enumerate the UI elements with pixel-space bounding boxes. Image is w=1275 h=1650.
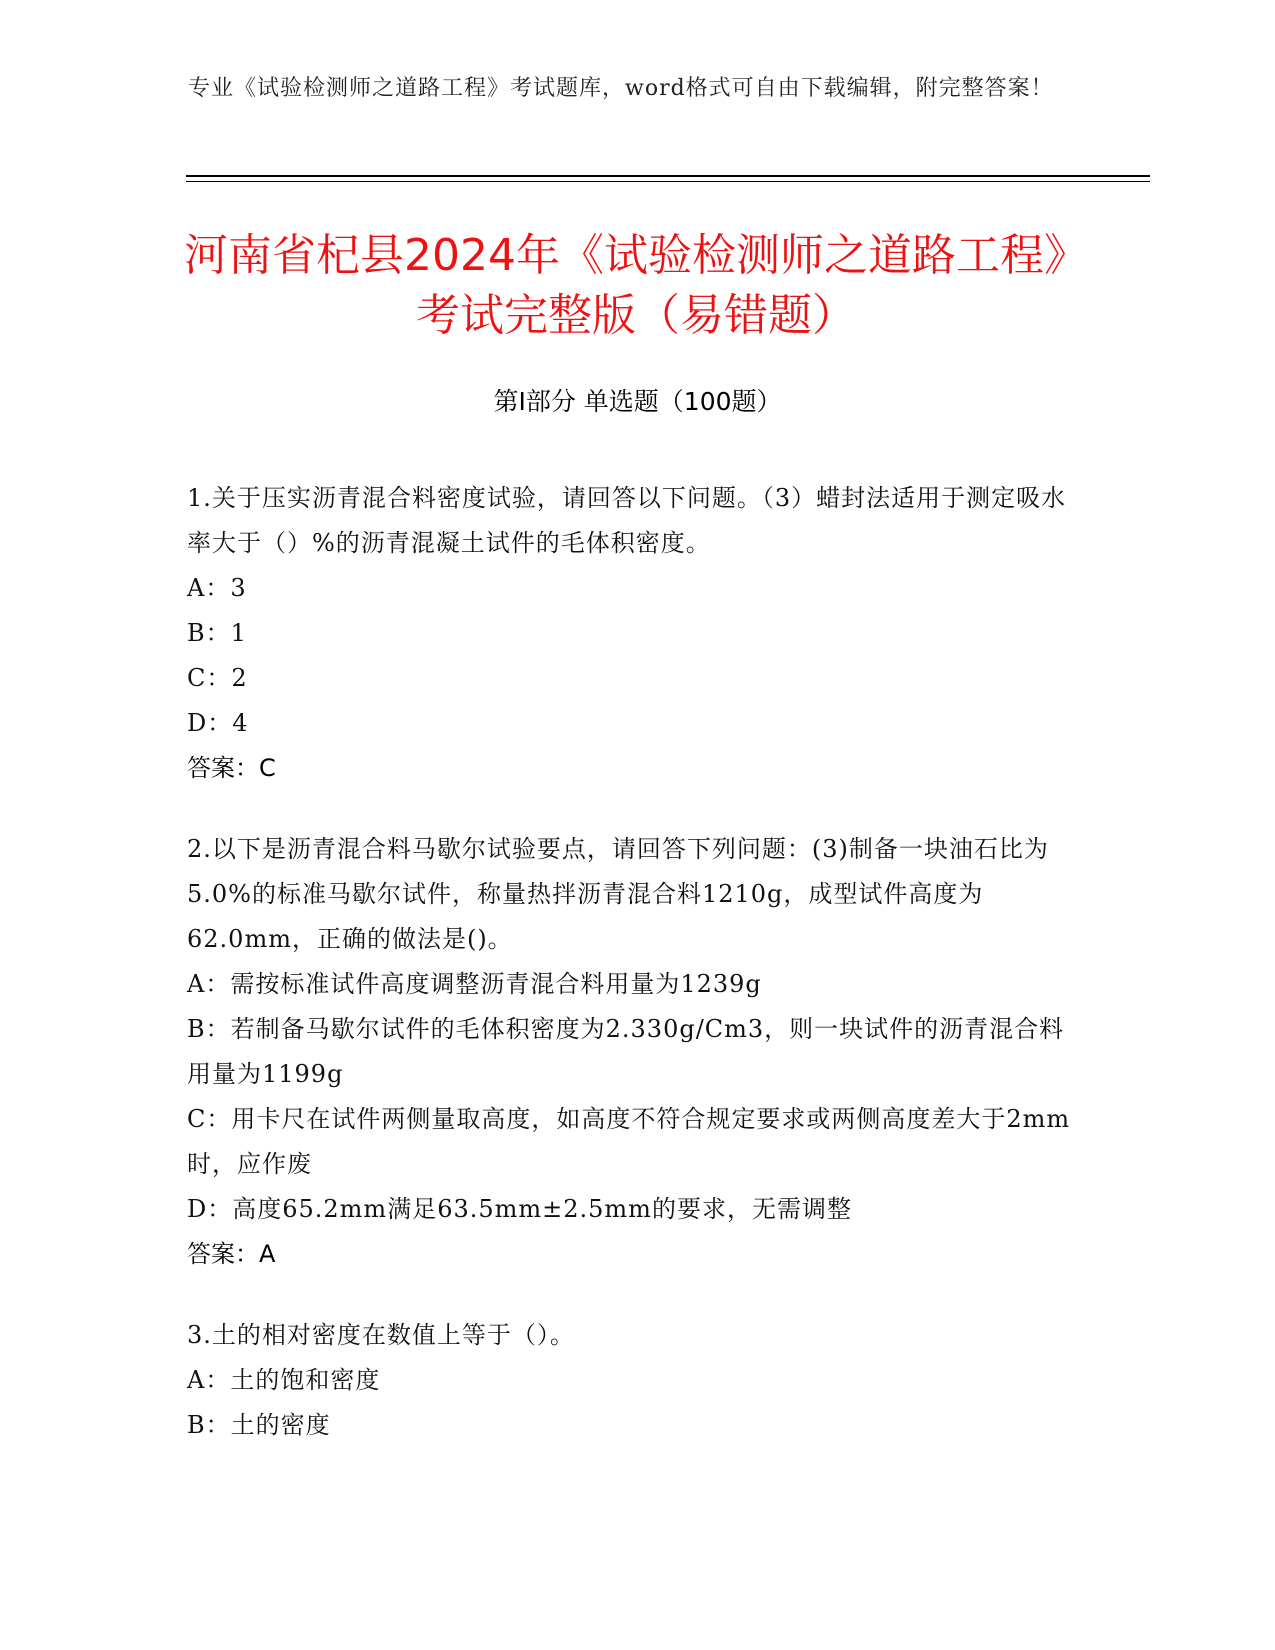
question-2 (187, 827, 1077, 1277)
header-divider-thin (186, 181, 1150, 182)
question-text: 2.以下是沥青混合料马歇尔试验要点，请回答下列问题：(3)制备一块油石比为5.0%的标准马歇尔试件，称量热拌沥青混合料1210g，成型试件高度为62.0mm，正确的做法是()。 (187, 835, 1049, 953)
question-3 (187, 1313, 1077, 1448)
question-text: 1.关于压实沥青混合料密度试验，请回答以下问题。（3）蜡封法适用于测定吸水率大于（）%的沥青混凝土试件的毛体积密度。 (187, 484, 1067, 557)
option-a: A：需按标准试件高度调整沥青混合料用量为1239g (187, 970, 762, 998)
answer: 答案：C (187, 754, 276, 782)
option-c: C：用卡尺在试件两侧量取高度，如高度不符合规定要求或两侧高度差大于2mm时，应作废 (187, 1105, 1071, 1178)
header-note: 专业《试验检测师之道路工程》考试题库，word格式可自由下载编辑，附完整答案！ (188, 76, 1054, 101)
question-text: 3.土的相对密度在数值上等于（）。 (187, 1321, 575, 1349)
document-title: 河南省杞县2024年《试验检测师之道路工程》考试完整版（易错题） (184, 230, 1088, 341)
answer: 答案：A (187, 1240, 276, 1268)
section-title: 第Ⅰ部分 单选题（100题） (493, 387, 782, 416)
option-b: B：1 (187, 619, 247, 647)
option-d: D：高度65.2mm满足63.5mm±2.5mm的要求，无需调整 (187, 1195, 852, 1223)
question-list (187, 476, 1077, 1484)
option-b: B：土的密度 (187, 1411, 331, 1439)
header-divider-thick (186, 175, 1150, 177)
option-a: A：3 (187, 574, 247, 602)
question-1 (187, 476, 1077, 791)
option-b: B：若制备马歇尔试件的毛体积密度为2.330g/Cm3，则一块试件的沥青混合料用量为1199g (187, 1015, 1065, 1088)
option-a: A：土的饱和密度 (187, 1366, 381, 1394)
option-d: D：4 (187, 709, 249, 737)
option-c: C：2 (187, 664, 248, 692)
